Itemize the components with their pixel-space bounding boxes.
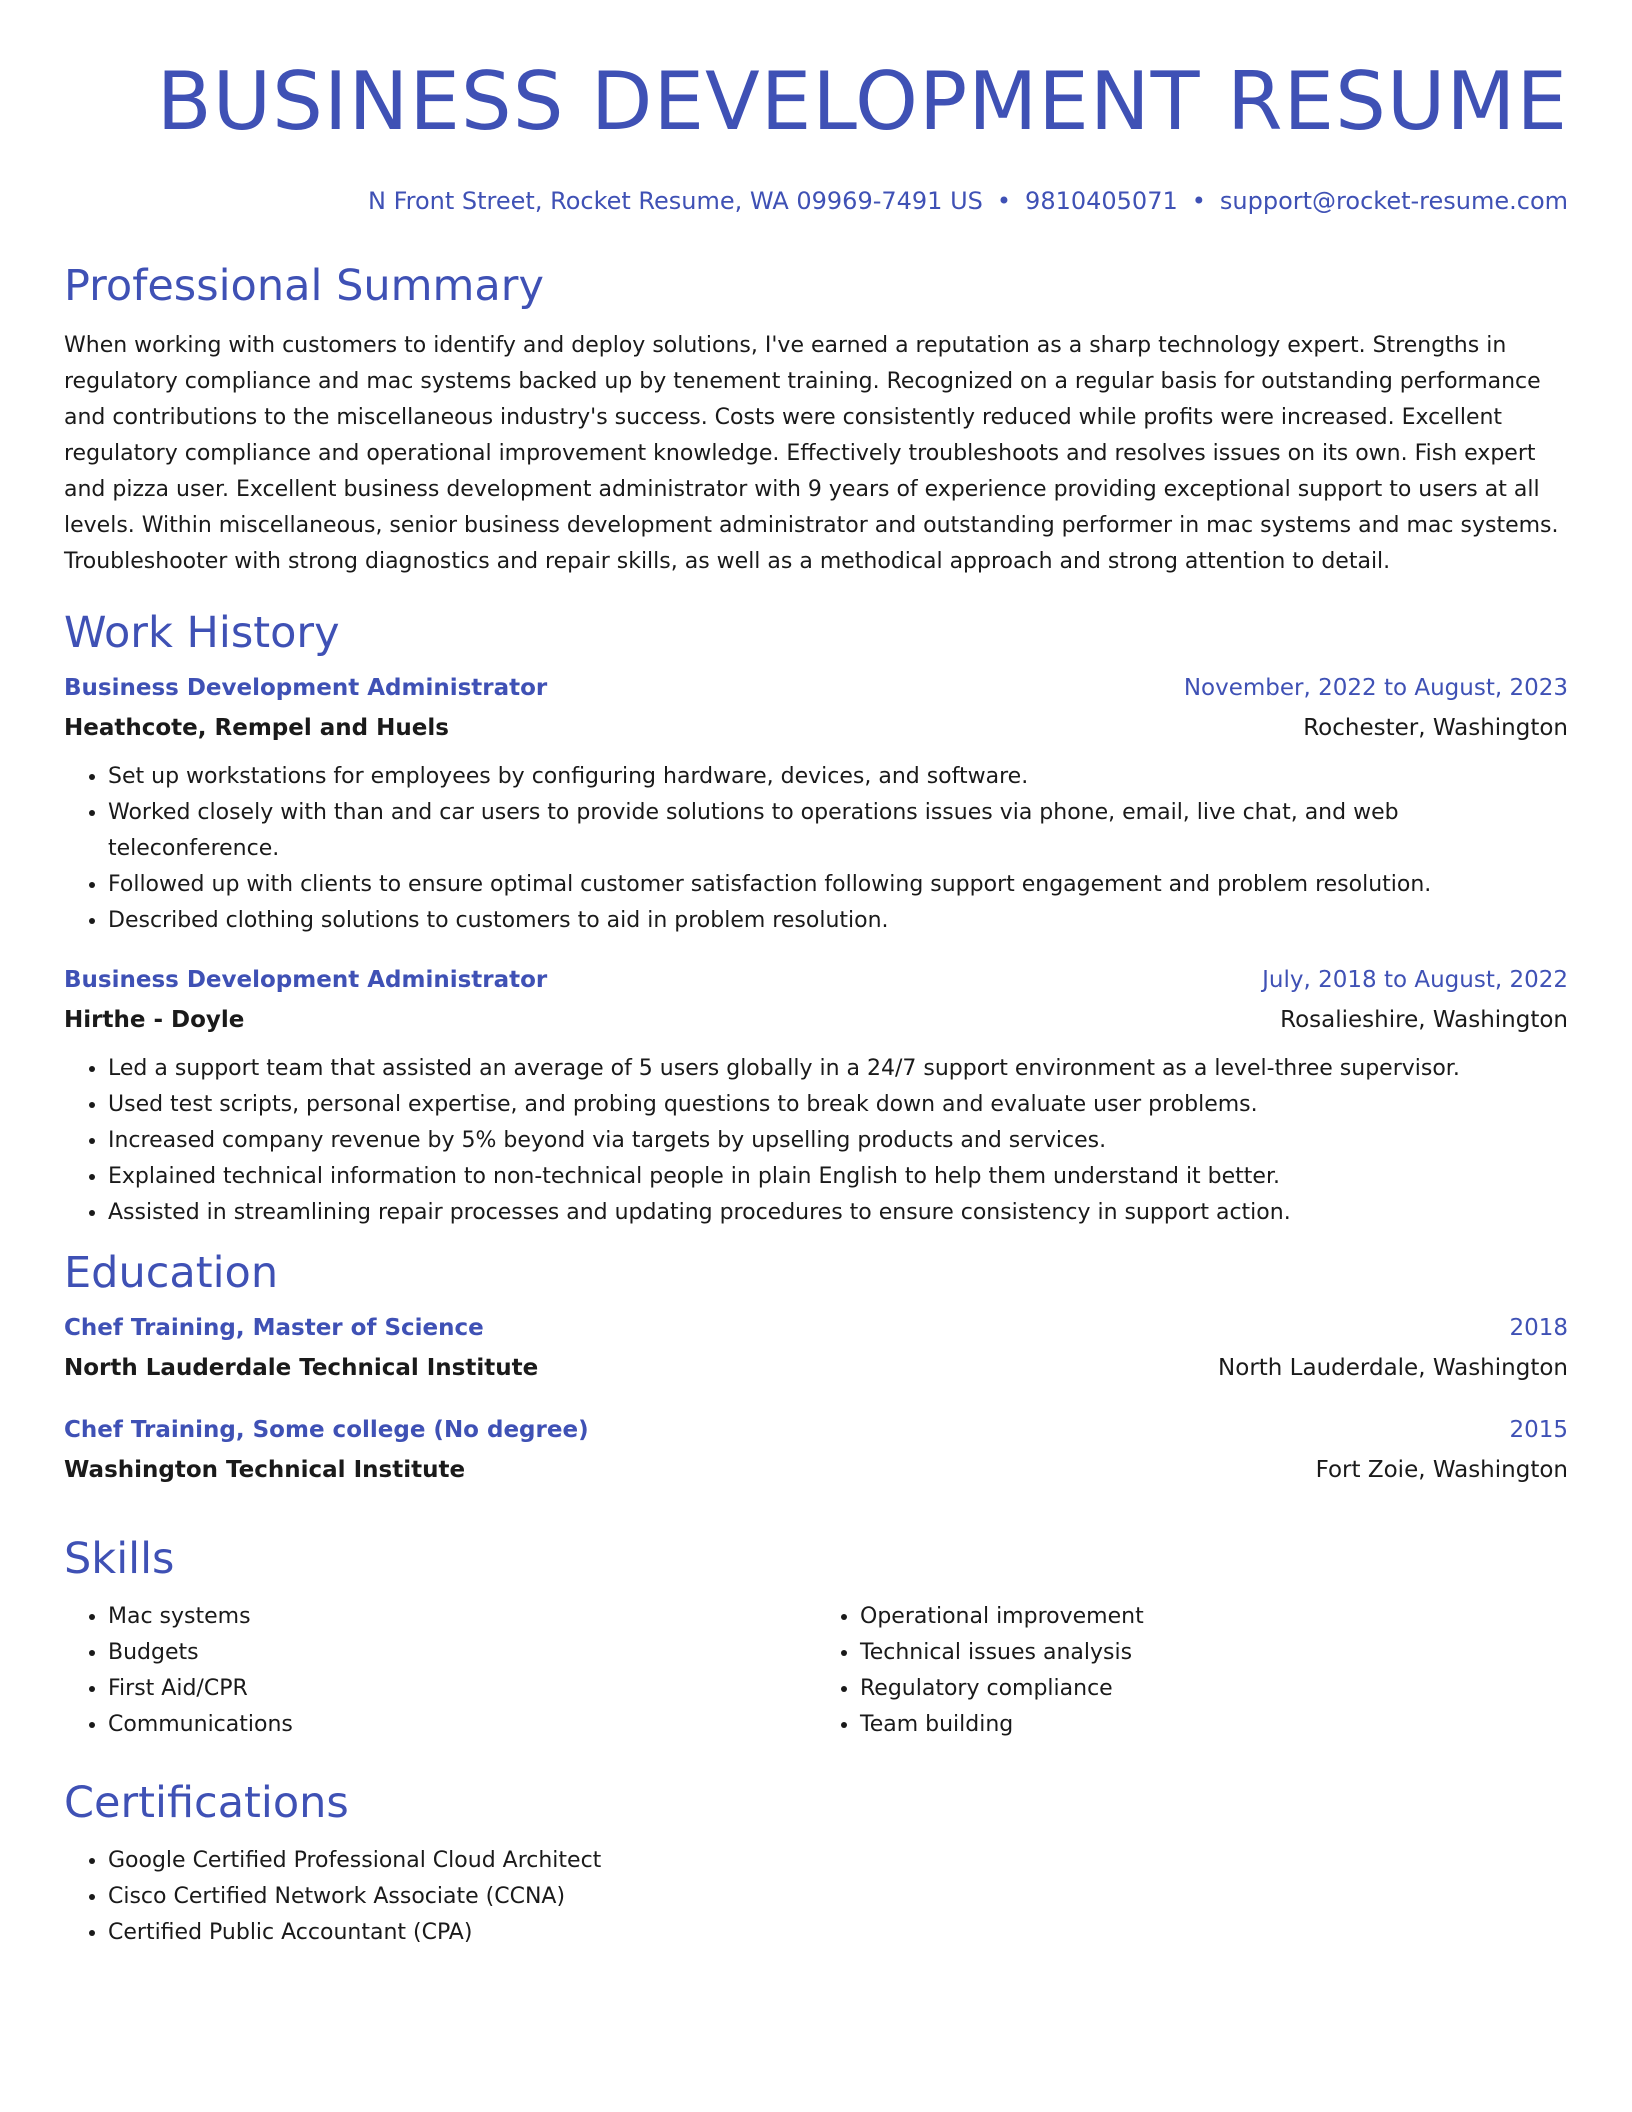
job-header xyxy=(64,671,1568,705)
list-item: • Followed up with clients to ensure optimal customer satisfaction following support engagement and problem resolution. xyxy=(108,867,1568,903)
job-entry xyxy=(64,671,1568,939)
list-item: • Team building xyxy=(860,1707,1568,1743)
list-item: • Set up workstations for employees by configuring hardware, devices, and software. xyxy=(108,759,1568,795)
summary-heading: Professional Summary xyxy=(64,261,544,311)
list-item: • Worked closely with than and car users to provide solutions to operations issues via phone, email, live chat, and web teleconference. xyxy=(108,795,1568,867)
separator-1: • xyxy=(996,187,1012,215)
education-entry xyxy=(64,1311,1568,1385)
list-item: • Explained technical information to non-technical people in plain English to help them understand it better. xyxy=(108,1159,1568,1195)
job-subheader xyxy=(64,711,1568,745)
certifications-list xyxy=(64,1843,1568,1951)
graduation-year: 2018 xyxy=(1509,1315,1568,1341)
skills-list-right xyxy=(816,1599,1568,1743)
degree: Chef Training, Master of Science xyxy=(64,1315,484,1341)
work-heading: Work History xyxy=(64,608,340,658)
list-item: • Technical issues analysis xyxy=(860,1635,1568,1671)
contact-line xyxy=(64,186,1568,216)
phone: 9810405071 xyxy=(1025,187,1178,215)
job-bullets xyxy=(64,759,1568,939)
list-item: • Cisco Certified Network Associate (CCNA) xyxy=(108,1879,1568,1915)
list-item: • Mac systems xyxy=(108,1599,816,1635)
list-item: • Communications xyxy=(108,1707,816,1743)
email-link[interactable]: support@rocket-resume.com xyxy=(1219,187,1568,215)
company-name: Hirthe - Doyle xyxy=(64,1007,245,1033)
school-location: North Lauderdale, Washington xyxy=(1218,1355,1568,1381)
certifications-section xyxy=(64,1775,1568,1951)
job-entry xyxy=(64,963,1568,1231)
job-dates: November, 2022 to August, 2023 xyxy=(1183,675,1568,701)
job-title: Business Development Administrator xyxy=(64,675,548,701)
job-subheader xyxy=(64,1003,1568,1037)
resume-header xyxy=(64,0,1568,216)
list-item: • Google Certified Professional Cloud Architect xyxy=(108,1843,1568,1879)
summary-text: When working with customers to identify and deploy solutions, I've earned a reputation as a sharp technology expert. Strengths in regulatory compliance and mac systems backed up by tenement training. Recognized on a regular basis for outstanding performance and contributions to the miscellaneous industry's success. Costs were consistently reduced while profits were increased. Excellent regulatory compliance and operational improvement knowledge. Effectively troubleshoots and resolves issues on its own. Fish expert and pizza user. Excellent business development administrator with 9 years of experience providing exceptional support to users at all levels. Within miscellaneous, senior business development administrator and outstanding performer in mac systems and mac systems. Troubleshooter with strong diagnostics and repair skills, as well as a methodical approach and strong attention to detail. xyxy=(64,333,1559,574)
list-item: • Budgets xyxy=(108,1635,816,1671)
job-location: Rochester, Washington xyxy=(1303,715,1568,741)
resume-title: BUSINESS DEVELOPMENT RESUME xyxy=(156,55,1568,148)
list-item: • Increased company revenue by 5% beyond via targets by upselling products and services. xyxy=(108,1123,1568,1159)
list-item: • Led a support team that assisted an average of 5 users globally in a 24/7 support environment as a level-three supervisor. xyxy=(108,1051,1568,1087)
job-dates: July, 2018 to August, 2022 xyxy=(1262,967,1568,993)
skills-heading: Skills xyxy=(64,1534,175,1584)
job-title: Business Development Administrator xyxy=(64,967,548,993)
job-bullets xyxy=(64,1051,1568,1231)
skills-list-left xyxy=(64,1599,816,1743)
address: N Front Street, Rocket Resume, WA 09969-7491 US xyxy=(368,187,983,215)
list-item: • Certified Public Accountant (CPA) xyxy=(108,1915,1568,1951)
education-header xyxy=(64,1413,1568,1447)
list-item: • Operational improvement xyxy=(860,1599,1568,1635)
work-section xyxy=(64,605,1568,1231)
separator-2: • xyxy=(1191,187,1206,215)
education-subheader xyxy=(64,1453,1568,1487)
list-item: • First Aid/CPR xyxy=(108,1671,816,1707)
education-section xyxy=(64,1245,1568,1487)
list-item: • Assisted in streamlining repair processes and updating procedures to ensure consistency in support action. xyxy=(108,1195,1568,1231)
summary-section xyxy=(64,258,1568,580)
graduation-year: 2015 xyxy=(1509,1417,1568,1443)
list-item: • Used test scripts, personal expertise, and probing questions to break down and evaluate user problems. xyxy=(108,1087,1568,1123)
list-item: • Regulatory compliance xyxy=(860,1671,1568,1707)
list-item: • Described clothing solutions to customers to aid in problem resolution. xyxy=(108,903,1568,939)
job-location: Rosalieshire, Washington xyxy=(1280,1007,1568,1033)
certifications-heading: Certifications xyxy=(64,1778,349,1828)
company-name: Heathcote, Rempel and Huels xyxy=(64,715,449,741)
job-header xyxy=(64,963,1568,997)
skills-columns xyxy=(64,1599,1568,1743)
education-heading: Education xyxy=(64,1248,279,1298)
degree: Chef Training, Some college (No degree) xyxy=(64,1417,589,1443)
education-header xyxy=(64,1311,1568,1345)
school-name: North Lauderdale Technical Institute xyxy=(64,1355,539,1381)
school-name: Washington Technical Institute xyxy=(64,1457,466,1483)
education-entry xyxy=(64,1413,1568,1487)
skills-section xyxy=(64,1531,1568,1743)
school-location: Fort Zoie, Washington xyxy=(1315,1457,1568,1483)
education-subheader xyxy=(64,1351,1568,1385)
